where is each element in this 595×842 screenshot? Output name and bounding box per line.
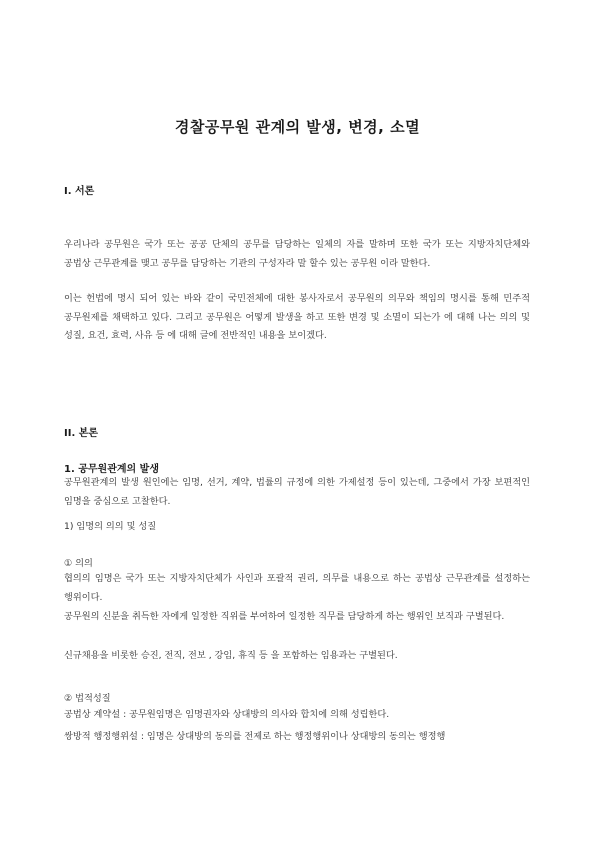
intro-paragraph-2: 이는 헌법에 명시 되어 있는 바와 같이 국민전체에 대한 봉사자로서 공무원의 의무와 책임의 명시를 통해 민주적 공무원제를 채택하고 있다. 그리고 공무원은 어떻게 발생을 하고 또한 변경 및 소멸이 되는가 에 대해 나는 의의 및 성질, 요건, 효력, 사유 등 에 대해 글에 전반적인 내용을 보이겠다. (64, 293, 530, 341)
item-meaning-nature: 1) 임명의 의의 및 성질 (64, 521, 157, 532)
meaning-paragraph-1: 협의의 임명은 국가 또는 지방자치단체가 사인과 포괄적 권리, 의무를 내용으로 하는 공법상 근무관계를 설정하는 행위이다. (64, 573, 530, 603)
meaning-paragraph-2: 공무원의 신분을 취득한 자에게 일정한 직위를 부여하여 일정한 직무를 담당하게 하는 행위인 보직과 구별된다. (64, 611, 505, 622)
legal-nature-paragraph-2: 쌍방적 행정행위설 : 임명은 상대방의 동의를 전제로 하는 행정행위이나 상대방의 동의는 행정행 (64, 731, 446, 742)
section-heading-body: II. 본론 (64, 428, 99, 439)
section-heading-introduction: I. 서론 (64, 186, 95, 197)
subsection-heading-occurrence: 1. 공무원관계의 발생 (64, 464, 159, 475)
meaning-paragraph-3: 신규채용을 비롯한 승진, 전직, 전보 , 강임, 휴직 등 을 포함하는 임용과는 구별된다. (64, 650, 398, 661)
legal-nature-paragraph-1: 공법상 계약설 : 공무원임명은 임명권자와 상대방의 의사와 합치에 의해 성립한다. (64, 709, 390, 720)
intro-paragraph-1: 우리나라 공무원은 국가 또는 공공 단체의 공무를 담당하는 일체의 자를 말하며 또한 국가 또는 지방자치단체와 공법상 근무관계를 맺고 공무를 담당하는 기관의 구성자라 말 할수 있는 공무원 이라 말한다. (64, 239, 530, 269)
occurrence-paragraph: 공무원관계의 발생 원인에는 임명, 선거, 계약, 법률의 규정에 의한 가제설정 등이 있는데, 그중에서 가장 보편적인 임명을 중심으로 고찰한다. (64, 477, 530, 507)
document-title: 경찰공무원 관계의 발생, 변경, 소멸 (174, 118, 421, 136)
circle-item-legal-nature: ② 법적성질 (64, 693, 111, 704)
circle-item-meaning: ① 의의 (64, 558, 93, 569)
